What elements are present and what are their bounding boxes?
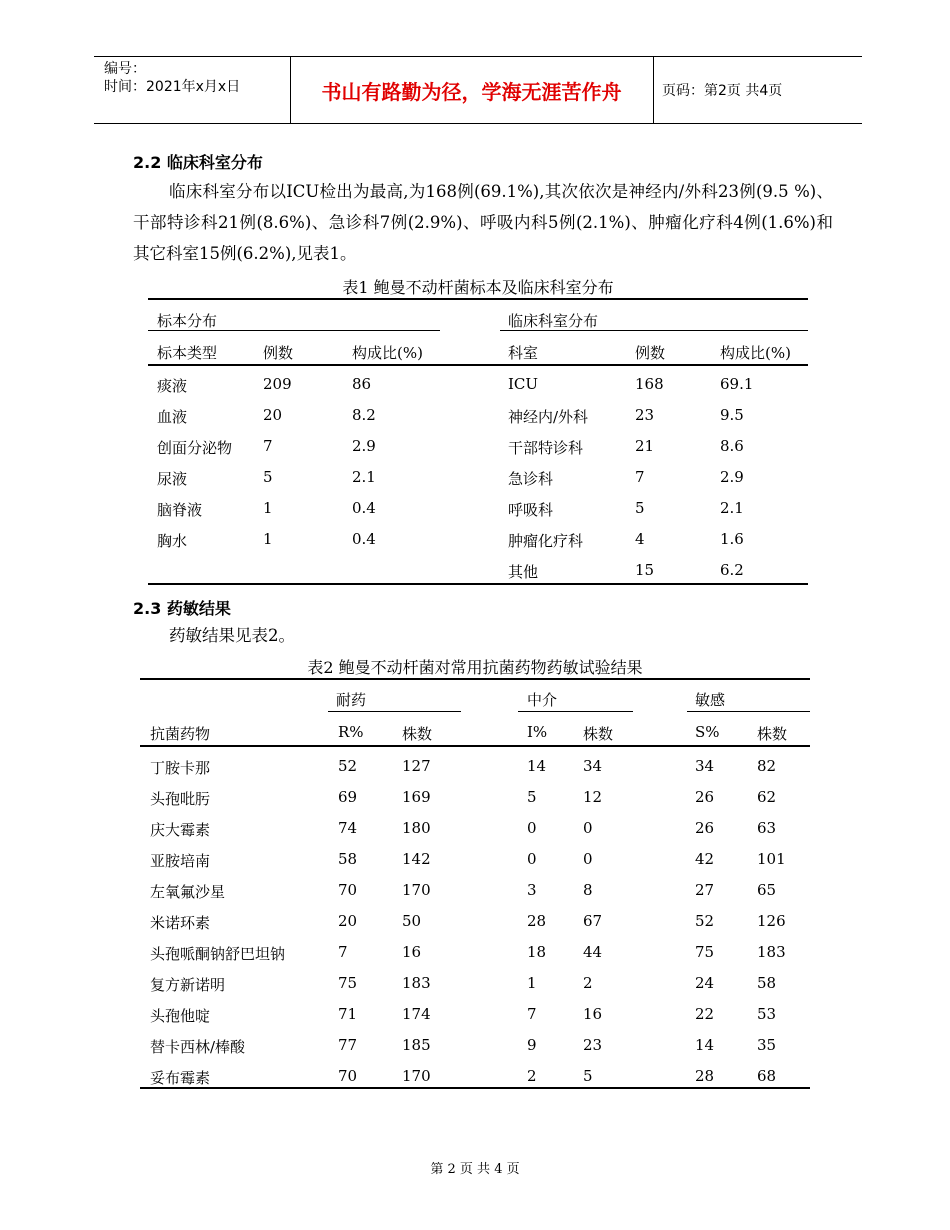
table2-cell: 头孢吡肟 <box>150 790 211 808</box>
table1-cell: 5 <box>263 468 273 486</box>
table2-cell: 12 <box>583 788 603 806</box>
table2-bottom-rule <box>140 1087 810 1089</box>
table1-cell: 2.1 <box>720 499 744 517</box>
table2-column-header: I% <box>527 723 548 741</box>
table2-cell: 58 <box>757 974 777 992</box>
table2-cell: 67 <box>583 912 603 930</box>
table2-cell: 34 <box>695 757 715 775</box>
table2-cell: 42 <box>695 850 715 868</box>
table2-cell: 2 <box>583 974 593 992</box>
table2-cell: 69 <box>338 788 358 806</box>
table2-cell: 180 <box>402 819 431 837</box>
table2-caption: 表2 鲍曼不动杆菌对常用抗菌药物药敏试验结果 <box>307 658 643 677</box>
table2-cell: 亚胺培南 <box>150 852 211 870</box>
table1-cell: 5 <box>635 499 645 517</box>
table1-cell: 其他 <box>508 563 539 581</box>
section-paragraph-susceptibility: 药敏结果见表2。 <box>169 626 295 645</box>
table2-cell: 68 <box>757 1067 777 1085</box>
table2-cell: 9 <box>527 1036 537 1054</box>
table2-group-rule <box>518 711 633 712</box>
table2-cell: 74 <box>338 819 358 837</box>
table2-cell: 185 <box>402 1036 431 1054</box>
table2-cell: 75 <box>338 974 358 992</box>
table2-cell: 26 <box>695 819 715 837</box>
table1-cell: 8.6 <box>720 437 744 455</box>
table1-cell: 7 <box>263 437 273 455</box>
table1-cell: 尿液 <box>157 470 188 488</box>
table2-cell: 5 <box>527 788 537 806</box>
table1-cell: 痰液 <box>157 377 188 395</box>
table2-cell: 170 <box>402 881 431 899</box>
table1-column-header: 例数 <box>263 344 294 362</box>
table2-cell: 53 <box>757 1005 777 1023</box>
table1-cell: 15 <box>635 561 655 579</box>
table2-cell: 70 <box>338 1067 358 1085</box>
table1-cell: 9.5 <box>720 406 744 424</box>
table1-cell: 干部特诊科 <box>508 439 584 457</box>
table2-cell: 82 <box>757 757 777 775</box>
table2-cell: 16 <box>583 1005 603 1023</box>
table2-cell: 24 <box>695 974 715 992</box>
table1-cell: 肿瘤化疗科 <box>508 532 584 550</box>
table2-cell: 复方新诺明 <box>150 976 226 994</box>
section-heading-clinical: 2.2 临床科室分布 <box>133 153 263 172</box>
table1-cell: 0.4 <box>352 499 376 517</box>
table2-column-header: 株数 <box>583 725 614 743</box>
table1-cell: 脑脊液 <box>157 501 203 519</box>
table2-cell: 头孢哌酮钠舒巴坦钠 <box>150 945 286 963</box>
table2-column-header: R% <box>338 723 364 741</box>
table2-cell: 183 <box>757 943 786 961</box>
table2-group-label: 耐药 <box>336 691 367 709</box>
table1-cell: 急诊科 <box>508 470 554 488</box>
table2-column-header: 抗菌药物 <box>150 725 211 743</box>
table2-cell: 44 <box>583 943 603 961</box>
table2-cell: 头孢他啶 <box>150 1007 211 1025</box>
table2-top-rule <box>140 678 810 680</box>
header-number-label: 编号： <box>104 61 146 77</box>
header-page-code: 页码：第2页 共4页 <box>662 83 783 99</box>
table1-cell: 1 <box>263 499 273 517</box>
table1-cell: 创面分泌物 <box>157 439 233 457</box>
table1-cell: 神经内/外科 <box>508 408 589 426</box>
table2-cell: 127 <box>402 757 431 775</box>
table2-cell: 丁胺卡那 <box>150 759 211 777</box>
table2-cell: 126 <box>757 912 786 930</box>
table1-cell: 209 <box>263 375 292 393</box>
table2-cell: 27 <box>695 881 715 899</box>
table2-column-header: 株数 <box>757 725 788 743</box>
table1-cell: 胸水 <box>157 532 188 550</box>
table2-cell: 14 <box>695 1036 715 1054</box>
table2-column-header: S% <box>695 723 720 741</box>
table2-cell: 65 <box>757 881 777 899</box>
table2-cell: 34 <box>583 757 603 775</box>
table2-cell: 7 <box>338 943 348 961</box>
table1-cell: 血液 <box>157 408 188 426</box>
table2-cell: 28 <box>527 912 547 930</box>
table2-cell: 8 <box>583 881 593 899</box>
table2-cell: 52 <box>695 912 715 930</box>
table1-cell: 2.9 <box>352 437 376 455</box>
table1-cell: 2.1 <box>352 468 376 486</box>
table1-column-header: 构成比(%) <box>352 344 423 362</box>
table2-cell: 20 <box>338 912 358 930</box>
table1-column-header: 科室 <box>508 344 539 362</box>
table2-cell: 142 <box>402 850 431 868</box>
table2-cell: 169 <box>402 788 431 806</box>
table2-cell: 16 <box>402 943 422 961</box>
table1-cell: 21 <box>635 437 655 455</box>
table2-cell: 1 <box>527 974 537 992</box>
table2-cell: 妥布霉素 <box>150 1069 211 1087</box>
table1-cell: 86 <box>352 375 372 393</box>
table2-cell: 庆大霉素 <box>150 821 211 839</box>
table1-cell: 4 <box>635 530 645 548</box>
table2-cell: 0 <box>583 850 593 868</box>
table2-cell: 77 <box>338 1036 358 1054</box>
table1-cell: 20 <box>263 406 283 424</box>
table2-cell: 米诺环素 <box>150 914 211 932</box>
table2-cell: 0 <box>583 819 593 837</box>
table1-cell: 1 <box>263 530 273 548</box>
table2-cell: 14 <box>527 757 547 775</box>
table2-cell: 101 <box>757 850 786 868</box>
section-paragraph-clinical: 临床科室分布以ICU检出为最高,为168例(69.1%),其次依次是神经内/外科23例(9.5 %)、干部特诊科21例(8.6%)、急诊科7例(2.9%)、呼吸内科5例(2.1%)、肿瘤化疗科4例(1.6%)和其它科室15例(6.2%),见表1。 <box>133 182 833 263</box>
table1-top-rule <box>148 298 808 300</box>
table2-cell: 70 <box>338 881 358 899</box>
table1-cell: 23 <box>635 406 655 424</box>
table2-cell: 0 <box>527 850 537 868</box>
table2-cell: 0 <box>527 819 537 837</box>
table2-cell: 3 <box>527 881 537 899</box>
header-time-label: 时间：2021年x月x日 <box>104 79 241 95</box>
table2-cell: 62 <box>757 788 777 806</box>
table1-column-header: 构成比(%) <box>720 344 791 362</box>
page-footer: 第 2 页 共 4 页 <box>430 1162 520 1177</box>
table1-cell: 8.2 <box>352 406 376 424</box>
table2-cell: 2 <box>527 1067 537 1085</box>
table2-cell: 63 <box>757 819 777 837</box>
table2-header-rule <box>140 745 810 747</box>
table2-column-header: 株数 <box>402 725 433 743</box>
table2-cell: 52 <box>338 757 358 775</box>
table2-cell: 71 <box>338 1005 358 1023</box>
table1-cell: 168 <box>635 375 664 393</box>
table2-cell: 58 <box>338 850 358 868</box>
table1-cell: ICU <box>508 375 539 393</box>
table2-cell: 75 <box>695 943 715 961</box>
table2-cell: 23 <box>583 1036 603 1054</box>
header-motto: 书山有路勤为径，学海无涯苦作舟 <box>321 80 622 104</box>
table2-group-rule <box>328 711 461 712</box>
table1-column-header: 例数 <box>635 344 666 362</box>
table2-cell: 22 <box>695 1005 715 1023</box>
table2-cell: 26 <box>695 788 715 806</box>
table2-group-label: 敏感 <box>695 691 726 709</box>
table1-cell: 6.2 <box>720 561 744 579</box>
table2-cell: 170 <box>402 1067 431 1085</box>
table1-cell: 1.6 <box>720 530 744 548</box>
table2-cell: 5 <box>583 1067 593 1085</box>
table2-group-label: 中介 <box>527 691 558 709</box>
table2-cell: 替卡西林/棒酸 <box>150 1038 246 1056</box>
table1-group-label: 临床科室分布 <box>508 312 599 330</box>
table1-cell: 69.1 <box>720 375 754 393</box>
section-heading-susceptibility: 2.3 药敏结果 <box>133 599 231 618</box>
table1-header-rule <box>148 364 808 366</box>
table1-group-label: 标本分布 <box>157 312 218 330</box>
table2-cell: 50 <box>402 912 422 930</box>
table2-cell: 174 <box>402 1005 431 1023</box>
table1-cell: 7 <box>635 468 645 486</box>
table2-cell: 28 <box>695 1067 715 1085</box>
table2-cell: 左氧氟沙星 <box>150 883 226 901</box>
table2-cell: 18 <box>527 943 547 961</box>
table2-cell: 183 <box>402 974 431 992</box>
table1-cell: 呼吸科 <box>508 501 554 519</box>
header-divider <box>653 56 654 123</box>
table1-column-header: 标本类型 <box>157 344 218 362</box>
table2-group-rule <box>687 711 810 712</box>
table2-cell: 35 <box>757 1036 777 1054</box>
table1-caption: 表1 鲍曼不动杆菌标本及临床科室分布 <box>342 278 614 297</box>
table1-bottom-rule <box>148 583 808 585</box>
table1-cell: 0.4 <box>352 530 376 548</box>
table2-cell: 7 <box>527 1005 537 1023</box>
table1-cell: 2.9 <box>720 468 744 486</box>
